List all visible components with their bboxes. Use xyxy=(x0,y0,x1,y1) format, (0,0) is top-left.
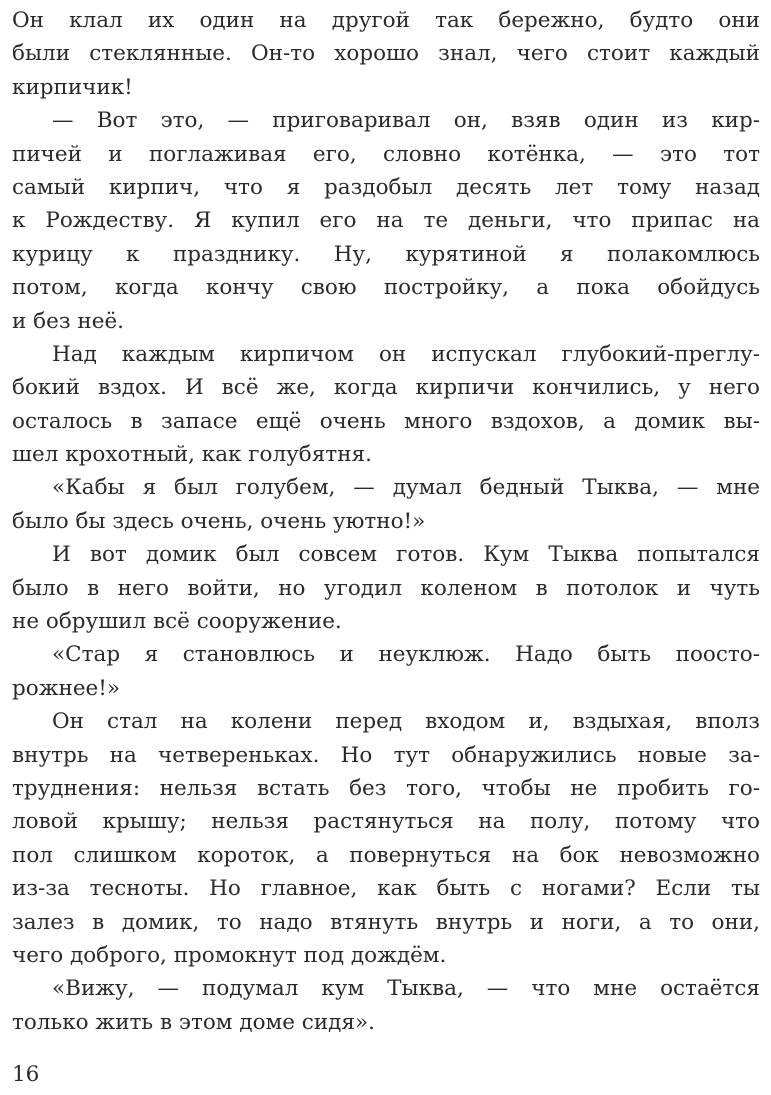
text-line: пичей и поглаживая его, словно котёнка, — это тот xyxy=(12,141,760,167)
text-line: труднения: нельзя встать без того, чтобы не пробить го- xyxy=(12,775,760,801)
text-line: только жить в этом доме сидя». xyxy=(12,1009,375,1035)
text-line: кирпичик! xyxy=(12,74,133,100)
text-line: рожнее!» xyxy=(12,675,121,701)
text-line: и без неё. xyxy=(12,308,125,334)
text-line: курицу к празднику. Ну, курятиной я полакомлюсь xyxy=(12,241,760,267)
text-line: потом, когда кончу свою постройку, а пока обойдусь xyxy=(12,275,760,301)
text-line: «Стар я становлюсь и неуклюж. Надо быть поосто- xyxy=(52,642,760,668)
text-line: чего доброго, промокнут под дождём. xyxy=(12,942,447,968)
text-line: залез в домик, то надо втянуть внутрь и ноги, а то они, xyxy=(12,909,760,935)
page-number: 16 xyxy=(12,1062,40,1087)
text-line: Над каждым кирпичом он испускал глубокий-преглу- xyxy=(52,341,760,367)
text-line: самый кирпич, что я раздобыл десять лет тому назад xyxy=(12,174,760,200)
text-line: «Кабы я был голубем, — думал бедный Тыква, — мне xyxy=(52,475,760,501)
text-line: осталось в запасе ещё очень много вздохов, а домик вы- xyxy=(12,408,760,434)
text-line: было в него войти, но угодил коленом в потолок и чуть xyxy=(12,575,760,601)
text-line: И вот домик был совсем готов. Кум Тыква попытался xyxy=(52,542,760,568)
text-line: внутрь на четвереньках. Но тут обнаружились новые за- xyxy=(12,742,760,768)
text-line: пол слишком короток, а повернуться на бок невозможно xyxy=(12,842,760,868)
text-line: бокий вздох. И всё же, когда кирпичи кончились, у него xyxy=(12,375,760,401)
text-line: Он стал на колени перед входом и, вздыхая, вполз xyxy=(52,709,760,735)
text-line: — Вот это, — приговаривал он, взяв один из кир- xyxy=(52,108,760,134)
body-text xyxy=(12,4,760,1039)
text-line: «Вижу, — подумал кум Тыква, — что мне остаётся xyxy=(52,976,760,1002)
text-line: было бы здесь очень, очень уютно!» xyxy=(12,508,426,534)
text-line: из-за тесноты. Но главное, как быть с ногами? Если ты xyxy=(12,876,760,902)
text-line: к Рождеству. Я купил его на те деньги, что припас на xyxy=(12,208,760,234)
text-line: Он клал их один на другой так бережно, будто они xyxy=(12,8,760,33)
text-line: были стеклянные. Он-то хорошо знал, чего стоит каждый xyxy=(12,41,760,67)
text-line: ловой крышу; нельзя растянуться на полу, потому что xyxy=(12,809,760,835)
text-line: шел крохотный, как голубятня. xyxy=(12,442,372,468)
text-line: не обрушил всё сооружение. xyxy=(12,609,342,635)
